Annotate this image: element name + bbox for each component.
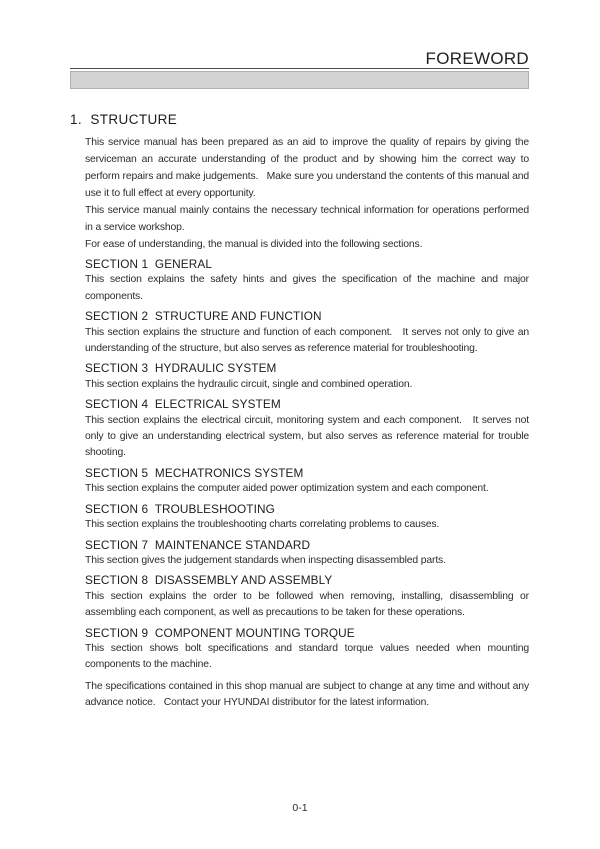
intro-paragraph-1: This service manual has been prepared as an aid to improve the quality of repairs by giving the serviceman an accurate understanding of the product and by showing him the correct way to perform repairs and make judgements. Make sure you understand the contents of this manual and use it to full effect at every opportunity. <box>85 137 532 199</box>
section-heading-5: SECTION 5 MECHATRONICS SYSTEM <box>85 465 304 480</box>
section-body-4: This section explains the electrical circuit, monitoring system and each component. It serves not only to give an understanding electrical system, but also serves as reference material for trouble shooting. <box>85 414 532 459</box>
section-block-1 <box>85 256 532 305</box>
intro-paragraph-3: For ease of understanding, the manual is divided into the following sections. <box>85 239 423 250</box>
section-heading-3: SECTION 3 HYDRAULIC SYSTEM <box>85 361 277 376</box>
intro-paragraph-2: This service manual mainly contains the necessary technical information for operations performed in a service workshop. <box>85 205 532 233</box>
section-block-4 <box>85 396 532 462</box>
body-column <box>85 134 532 712</box>
section-heading-2: SECTION 2 STRUCTURE AND FUNCTION <box>85 309 322 324</box>
page-title: FOREWORD <box>425 49 529 68</box>
section-block-3 <box>85 360 529 393</box>
page-number: 0-1 <box>292 802 308 814</box>
section-body-1: This section explains the safety hints and gives the specification of the machine and major components. <box>85 274 532 302</box>
section-body-3: This section explains the hydraulic circuit, single and combined operation. <box>85 378 413 390</box>
section-body-8: This section explains the order to be followed when removing, installing, disassembling or assembling each component, as well as precautions to be taken for these operations. <box>85 590 532 619</box>
section-heading-7: SECTION 7 MAINTENANCE STANDARD <box>85 537 311 552</box>
closing-paragraph: The specifications contained in this shop manual are subject to change at any time and without any advance notice. Contact your HYUNDAI distributor for the latest information. <box>85 680 532 709</box>
page-header <box>70 50 529 89</box>
section-heading-6: SECTION 6 TROUBLESHOOTING <box>85 501 275 516</box>
section-heading-1: SECTION 1 GENERAL <box>85 257 213 271</box>
section-block-6 <box>85 501 529 534</box>
header-bar <box>70 71 529 89</box>
section-block-9 <box>85 625 532 674</box>
structure-heading: 1. STRUCTURE <box>70 112 178 127</box>
section-block-2 <box>85 308 532 357</box>
section-heading-9: SECTION 9 COMPONENT MOUNTING TORQUE <box>85 625 355 640</box>
section-heading-8: SECTION 8 DISASSEMBLY AND ASSEMBLY <box>85 573 333 588</box>
section-block-7 <box>85 537 529 570</box>
section-block-8 <box>85 572 532 621</box>
section-body-5: This section explains the computer aided power optimization system and each component. <box>85 483 489 495</box>
section-block-5 <box>85 465 529 498</box>
section-body-7: This section gives the judgement standards when inspecting disassembled parts. <box>85 554 446 566</box>
section-body-6: This section explains the troubleshooting charts correlating problems to causes. <box>85 519 440 531</box>
section-body-2: This section explains the structure and function of each component. It serves not only to give an understanding of the structure, but also serves as reference material for troubleshooting. <box>85 326 532 355</box>
header-rule <box>70 68 529 69</box>
section-body-9: This section shows bolt specifications and standard torque values needed when mounting components to the machine. <box>85 642 532 671</box>
page-footer <box>0 801 600 815</box>
section-heading-4: SECTION 4 ELECTRICAL SYSTEM <box>85 397 281 412</box>
